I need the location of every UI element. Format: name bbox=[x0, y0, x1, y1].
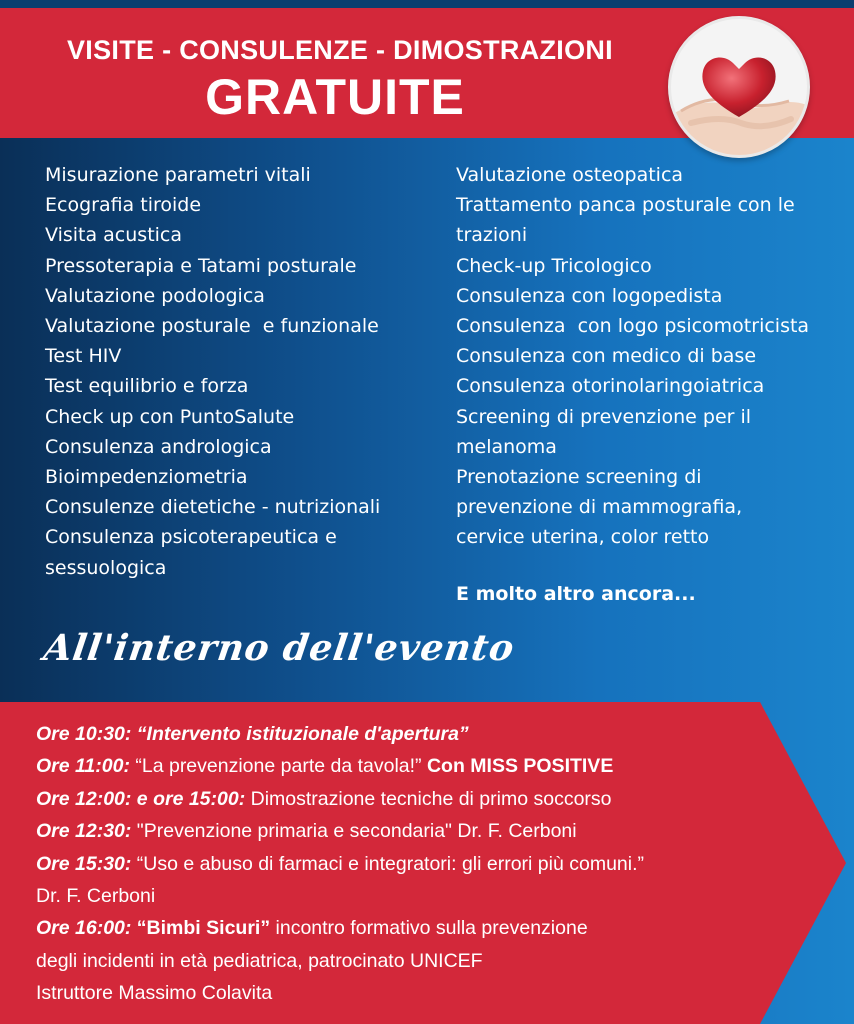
list-item: sessuologica bbox=[45, 556, 167, 579]
list-item: Consulenza andrologica bbox=[45, 435, 272, 458]
list-item: Consulenza con medico di base bbox=[456, 345, 757, 368]
program-line bbox=[36, 783, 816, 815]
list-item: trazioni bbox=[456, 224, 528, 247]
heart-in-hands-icon bbox=[671, 19, 807, 155]
program-time: Ore 11:00: bbox=[36, 755, 130, 778]
list-item: Trattamento panca posturale con le bbox=[456, 194, 795, 217]
program-text: Dr. F. Cerboni bbox=[36, 885, 156, 908]
program-line bbox=[36, 750, 816, 782]
header-subtitle: VISITE - CONSULENZE - DIMOSTRAZIONI bbox=[66, 35, 613, 65]
list-item: Check up con PuntoSalute bbox=[45, 405, 295, 428]
top-strip bbox=[0, 0, 854, 8]
program-line bbox=[36, 945, 816, 977]
program-time: Ore 15:30: bbox=[36, 852, 132, 875]
event-program bbox=[36, 718, 816, 1010]
list-item: Prenotazione screening di bbox=[456, 466, 702, 489]
list-item: Consulenza con logopedista bbox=[456, 284, 723, 307]
program-highlight: Con MISS POSITIVE bbox=[426, 755, 614, 778]
list-item: Consulenza con logo psicomotricista bbox=[456, 315, 810, 338]
program-line bbox=[36, 912, 816, 944]
list-item: Consulenza psicoterapeutica e bbox=[45, 526, 337, 549]
list-item: Valutazione posturale e funzionale bbox=[45, 315, 379, 338]
list-item: Visita acustica bbox=[45, 224, 183, 247]
program-text: degli incidenti in età pediatrica, patrocinato UNICEF bbox=[36, 949, 483, 972]
services-list-left bbox=[45, 160, 435, 583]
services-list-right bbox=[456, 160, 836, 553]
program-time: Ore 12:30: bbox=[36, 820, 132, 843]
list-item: Consulenze dietetiche - nutrizionali bbox=[45, 496, 381, 519]
list-item: Bioimpedenziometria bbox=[45, 466, 248, 489]
list-item: Ecografia tiroide bbox=[45, 194, 202, 217]
program-text: “La prevenzione parte da tavola!” bbox=[129, 755, 427, 778]
program-highlight: “Bimbi Sicuri” bbox=[131, 917, 271, 940]
program-line bbox=[36, 880, 816, 912]
program-line bbox=[36, 977, 816, 1009]
program-text: "Prevenzione primaria e secondaria" Dr. F. Cerboni bbox=[131, 820, 577, 843]
list-item: Test equilibrio e forza bbox=[45, 375, 249, 398]
list-item: Valutazione osteopatica bbox=[456, 164, 684, 186]
more-text: E molto altro ancora... bbox=[456, 583, 696, 605]
program-time: Ore 10:30: bbox=[36, 723, 132, 745]
heart-hands-logo bbox=[668, 16, 810, 158]
list-item: Check-up Tricologico bbox=[456, 254, 652, 277]
program-text: Istruttore Massimo Colavita bbox=[36, 982, 273, 1005]
list-item: Test HIV bbox=[45, 345, 122, 368]
list-item: Valutazione podologica bbox=[45, 284, 265, 307]
program-text: “Intervento istituzionale d'apertura” bbox=[131, 723, 469, 745]
program-text: incontro formativo sulla prevenzione bbox=[270, 917, 588, 940]
program-line bbox=[36, 815, 816, 847]
list-item: Misurazione parametri vitali bbox=[45, 164, 311, 186]
program-text: “Uso e abuso di farmaci e integratori: gli errori più comuni.” bbox=[131, 852, 645, 875]
program-time: Ore 12:00: e ore 15:00: bbox=[36, 787, 246, 810]
program-time: Ore 16:00: bbox=[36, 917, 132, 940]
list-item: prevenzione di mammografia, bbox=[456, 496, 743, 519]
list-item: cervice uterina, color retto bbox=[456, 526, 710, 549]
program-text: Dimostrazione tecniche di primo soccorso bbox=[245, 787, 612, 810]
list-item: Screening di prevenzione per il bbox=[456, 405, 752, 428]
program-line bbox=[36, 848, 816, 880]
list-item: melanoma bbox=[456, 435, 557, 458]
list-item: Pressoterapia e Tatami posturale bbox=[45, 254, 357, 277]
program-line bbox=[36, 718, 816, 750]
event-heading: All'interno dell'evento bbox=[41, 627, 518, 669]
list-item: Consulenza otorinolaringoiatrica bbox=[456, 375, 765, 398]
header-title: GRATUITE bbox=[205, 69, 465, 125]
